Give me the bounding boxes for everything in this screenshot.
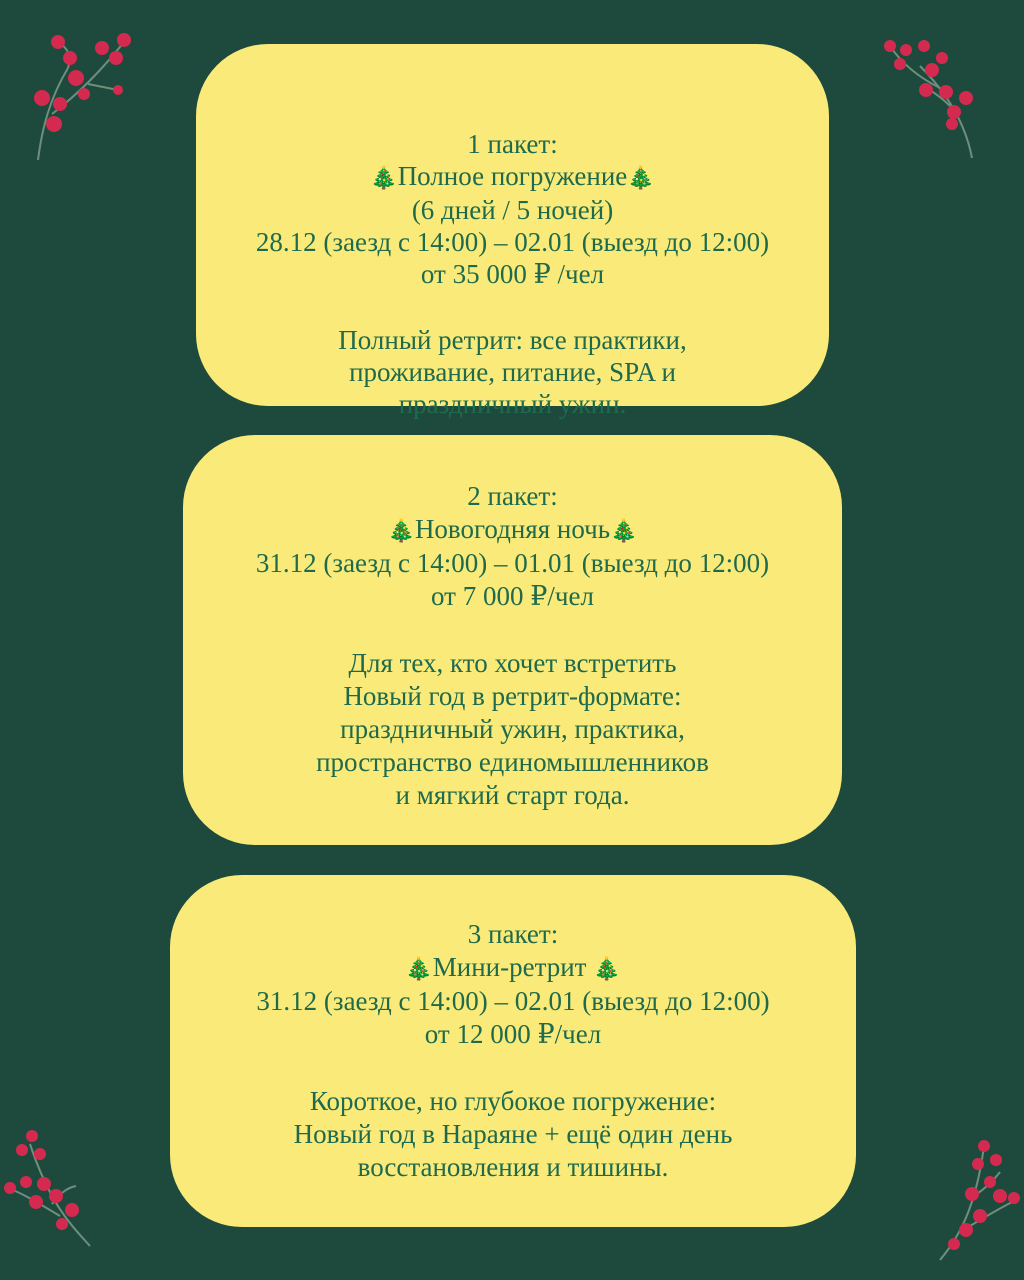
package-card-2 [183, 435, 842, 845]
package-description [170, 1085, 856, 1184]
package-price: от 12 000 ₽/чел [424, 1019, 602, 1049]
package-name: Новогодняя ночь [414, 514, 611, 544]
package-header: 3 пакет: [467, 919, 559, 949]
package-card-1 [196, 44, 829, 419]
berry-branch-icon [0, 1124, 110, 1254]
package-price: от 35 000 ₽ /чел [420, 259, 605, 289]
package-title [183, 513, 842, 547]
christmas-tree-icon: 🎄 [370, 165, 398, 190]
berry-branch-icon [930, 1136, 1024, 1266]
description-line: проживание, питание, SPA и [349, 357, 676, 387]
description-line: праздничный ужин, практика, [340, 714, 685, 744]
package-duration: (6 дней / 5 ночей) [411, 195, 614, 225]
package-header: 1 пакет: [467, 129, 558, 159]
description-line: Полный ретрит: все практики, [338, 325, 687, 355]
description-line: пространство единомышленников [316, 747, 709, 777]
christmas-tree-icon: 🎄 [405, 956, 433, 981]
description-line: и мягкий старт года. [395, 780, 630, 810]
package-name: Полное погружение [397, 161, 628, 191]
christmas-tree-icon: 🎄 [387, 518, 415, 543]
berry-branch-icon [880, 36, 990, 166]
package-header: 2 пакет: [467, 481, 558, 511]
package-dates: 28.12 (заезд с 14:00) – 02.01 (выезд до 12:00) [255, 227, 770, 257]
package-price: от 7 000 ₽/чел [431, 581, 594, 611]
description-line: восстановления и тишины. [357, 1152, 669, 1182]
description-line: Новый год в ретрит-формате: [343, 681, 682, 711]
description-line: Новый год в Нараяне + ещё один день [293, 1119, 733, 1149]
description-line: Короткое, но глубокое погружение: [309, 1086, 717, 1116]
description-line: Для тех, кто хочет встретить [348, 648, 677, 678]
christmas-tree-icon: 🎄 [627, 165, 655, 190]
package-description [196, 324, 829, 420]
package-description [183, 647, 842, 812]
christmas-tree-icon: 🎄 [593, 956, 621, 981]
berry-branch-icon [28, 28, 138, 168]
package-title [170, 951, 856, 985]
package-title [196, 160, 829, 194]
package-card-3 [170, 875, 856, 1227]
christmas-tree-icon: 🎄 [610, 518, 638, 543]
description-line: праздничный ужин. [398, 389, 627, 419]
package-name: Мини-ретрит [432, 952, 594, 982]
package-dates: 31.12 (заезд с 14:00) – 02.01 (выезд до 12:00) [256, 986, 770, 1016]
package-dates: 31.12 (заезд с 14:00) – 01.01 (выезд до 12:00) [255, 548, 770, 578]
